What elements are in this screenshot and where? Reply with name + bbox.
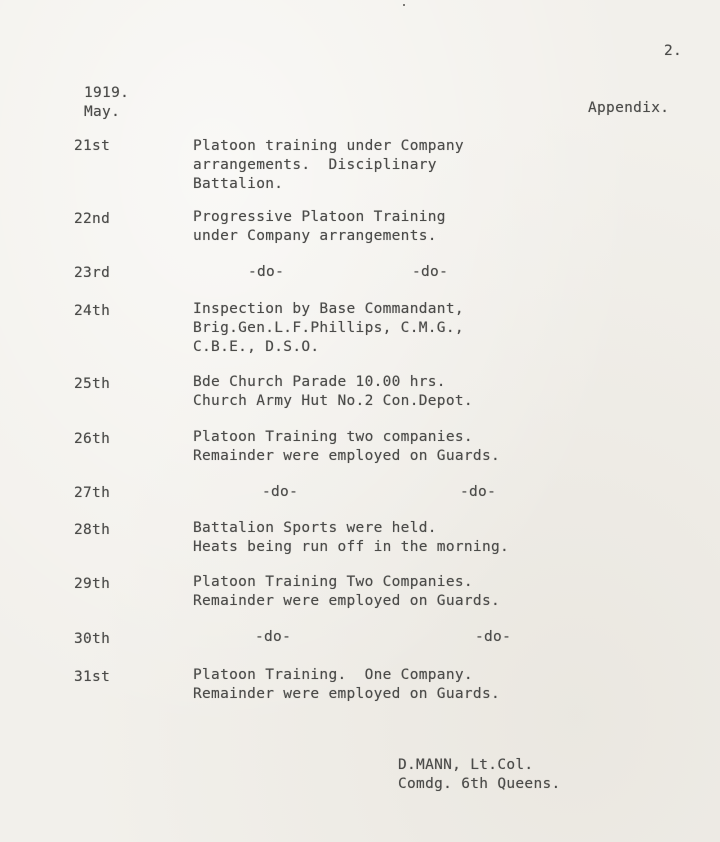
- signature-name: D.MANN, Lt.Col.: [398, 757, 534, 773]
- appendix-label: Appendix.: [588, 100, 670, 116]
- entry-text-line: Bde Church Parade 10.00 hrs.: [193, 374, 446, 390]
- ink-speck: [403, 4, 405, 6]
- entry-text-line: Inspection by Base Commandant,: [193, 301, 464, 317]
- entry-text-line: Remainder were employed on Guards.: [193, 593, 501, 609]
- entry-date: 22nd: [74, 211, 111, 227]
- entry-date: 23rd: [74, 265, 111, 281]
- entry-text-line: Platoon Training Two Companies.: [193, 574, 473, 590]
- entry-text-line: under Company arrangements.: [193, 228, 437, 244]
- entry-text-line: Progressive Platoon Training: [193, 209, 446, 225]
- entry-text-line: Remainder were employed on Guards.: [193, 448, 501, 464]
- ditto-mark: -do-: [412, 264, 449, 280]
- entry-date: 28th: [74, 522, 111, 538]
- entry-text-line: Remainder were employed on Guards.: [193, 686, 501, 702]
- month-heading: May.: [84, 104, 121, 120]
- ditto-mark: -do-: [475, 629, 512, 645]
- entry-text-line: Church Army Hut No.2 Con.Depot.: [193, 393, 473, 409]
- entry-text-line: Platoon training under Company: [193, 138, 464, 154]
- entry-date: 25th: [74, 376, 111, 392]
- ditto-mark: -do-: [255, 629, 292, 645]
- year-heading: 1919.: [84, 85, 130, 101]
- entry-date: 26th: [74, 431, 111, 447]
- entry-text-line: Battalion Sports were held.: [193, 520, 437, 536]
- entry-date: 24th: [74, 303, 111, 319]
- entry-date: 21st: [74, 138, 111, 154]
- entry-date: 27th: [74, 485, 111, 501]
- entry-text-line: arrangements. Disciplinary: [193, 157, 437, 173]
- ditto-mark: -do-: [248, 264, 285, 280]
- entry-date: 30th: [74, 631, 111, 647]
- entry-date: 29th: [74, 576, 111, 592]
- entry-text-line: Brig.Gen.L.F.Phillips, C.M.G.,: [193, 320, 464, 336]
- entry-text-line: C.B.E., D.S.O.: [193, 339, 320, 355]
- page-number: 2.: [664, 43, 683, 59]
- entry-text-line: Battalion.: [193, 176, 284, 192]
- ditto-mark: -do-: [262, 484, 299, 500]
- entry-text-line: Platoon Training. One Company.: [193, 667, 473, 683]
- entry-text-line: Heats being run off in the morning.: [193, 539, 510, 555]
- signature-unit: Comdg. 6th Queens.: [398, 776, 561, 792]
- ditto-mark: -do-: [460, 484, 497, 500]
- entry-text-line: Platoon Training two companies.: [193, 429, 473, 445]
- entry-date: 31st: [74, 669, 111, 685]
